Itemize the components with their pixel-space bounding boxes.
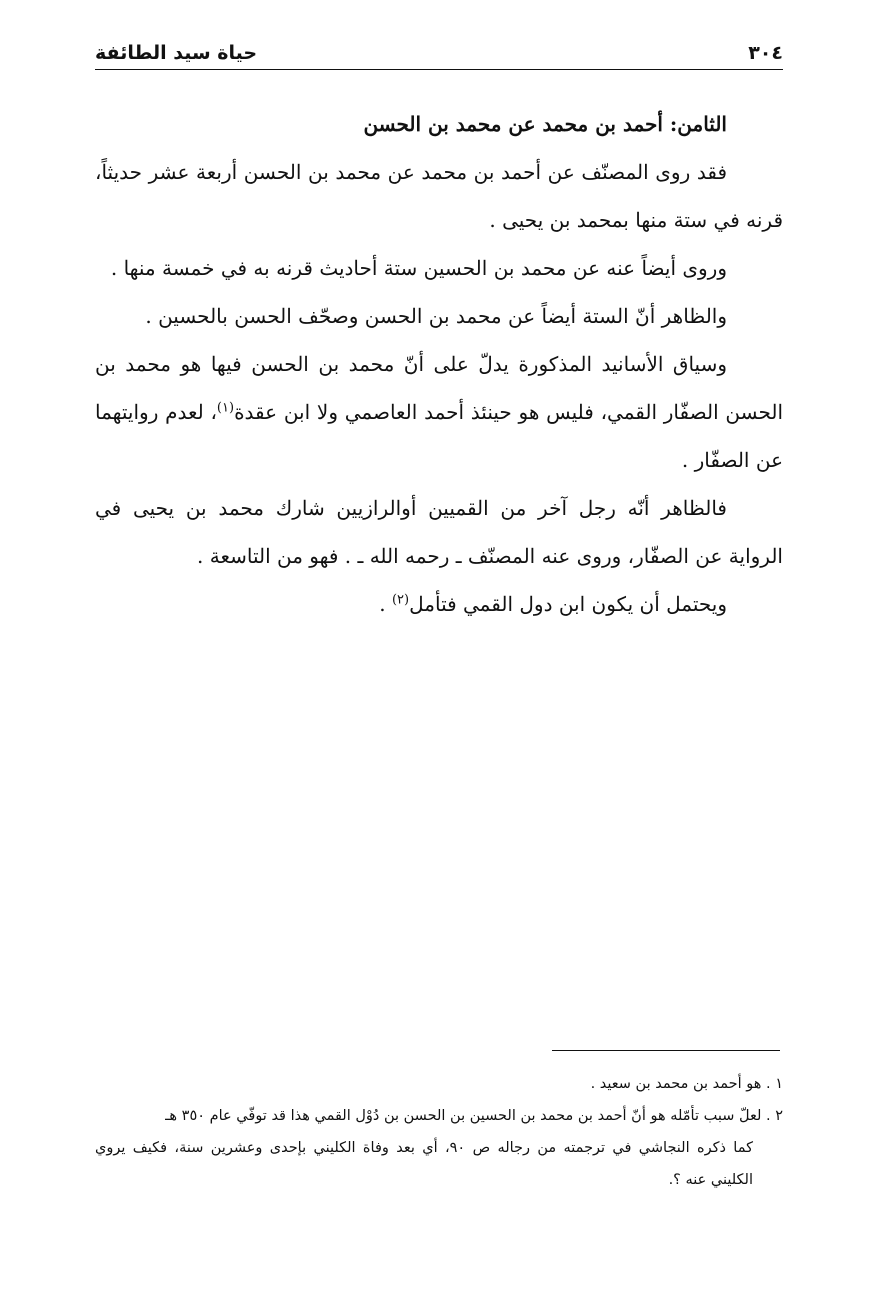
main-text	[95, 100, 783, 628]
paragraph: فقد روى المصنّف عن أحمد بن محمد عن محمد بن الحسن أربعة عشر حديثاً، قرنه في ستة منها بمحمد بن يحيى .	[95, 160, 783, 232]
running-header	[95, 30, 783, 64]
section-heading: الثامن: أحمد بن محمد عن محمد بن الحسن	[363, 112, 727, 136]
footnote-separator	[552, 1050, 780, 1051]
footnote-2-continued: كما ذكره النجاشي في ترجمته من رجاله ص ٩٠، أي بعد وفاة الكليني بإحدى وعشرين سنة، فكيف يروي الكليني عنه ؟.	[95, 1140, 753, 1188]
page-number: ٣٠٤	[748, 42, 783, 64]
paragraph-text: .	[379, 592, 392, 616]
footnotes	[95, 1068, 783, 1196]
footnote-1: ١ . هو أحمد بن محمد بن سعيد .	[590, 1076, 783, 1092]
paragraph	[95, 580, 783, 628]
running-title: حياة سيد الطائفة	[95, 42, 258, 64]
paragraph-text: ويحتمل أن يكون ابن دول القمي فتأمل	[409, 592, 727, 616]
paragraph: فالظاهر أنّه رجل آخر من القميين أوالرازيين شارك محمد بن يحيى في الرواية عن الصفّار، وروى عنه المصنّف ـ رحمه الله ـ . فهو من التاسعة .	[95, 496, 783, 568]
footnote-ref-2[interactable]: (٢)	[391, 592, 410, 608]
footnote-2: ٢ . لعلّ سبب تأمّله هو أنّ أحمد بن محمد بن الحسين بن الحسن بن دُوْل القمي هذا قد توفّي عام ٣٥٠ هـ	[165, 1108, 783, 1124]
paragraph	[95, 340, 783, 484]
paragraph: والظاهر أنّ الستة أيضاً عن محمد بن الحسن وصحّف الحسن بالحسين .	[145, 304, 727, 328]
paragraph-text: ، لعدم روايتهما عن الصفّار .	[95, 400, 783, 472]
paragraph: وروى أيضاً عنه عن محمد بن الحسين ستة أحاديث قرنه به في خمسة منها .	[110, 256, 727, 280]
paragraph-text: وسياق الأسانيد المذكورة يدلّ على أنّ محمد بن الحسن فيها هو محمد بن الحسن الصفّار القمي، فليس هو حينئذ أحمد العاصمي ولا ابن عقدة	[95, 352, 783, 424]
footnote-ref-1[interactable]: (١)	[216, 400, 235, 416]
header-rule	[95, 69, 783, 70]
